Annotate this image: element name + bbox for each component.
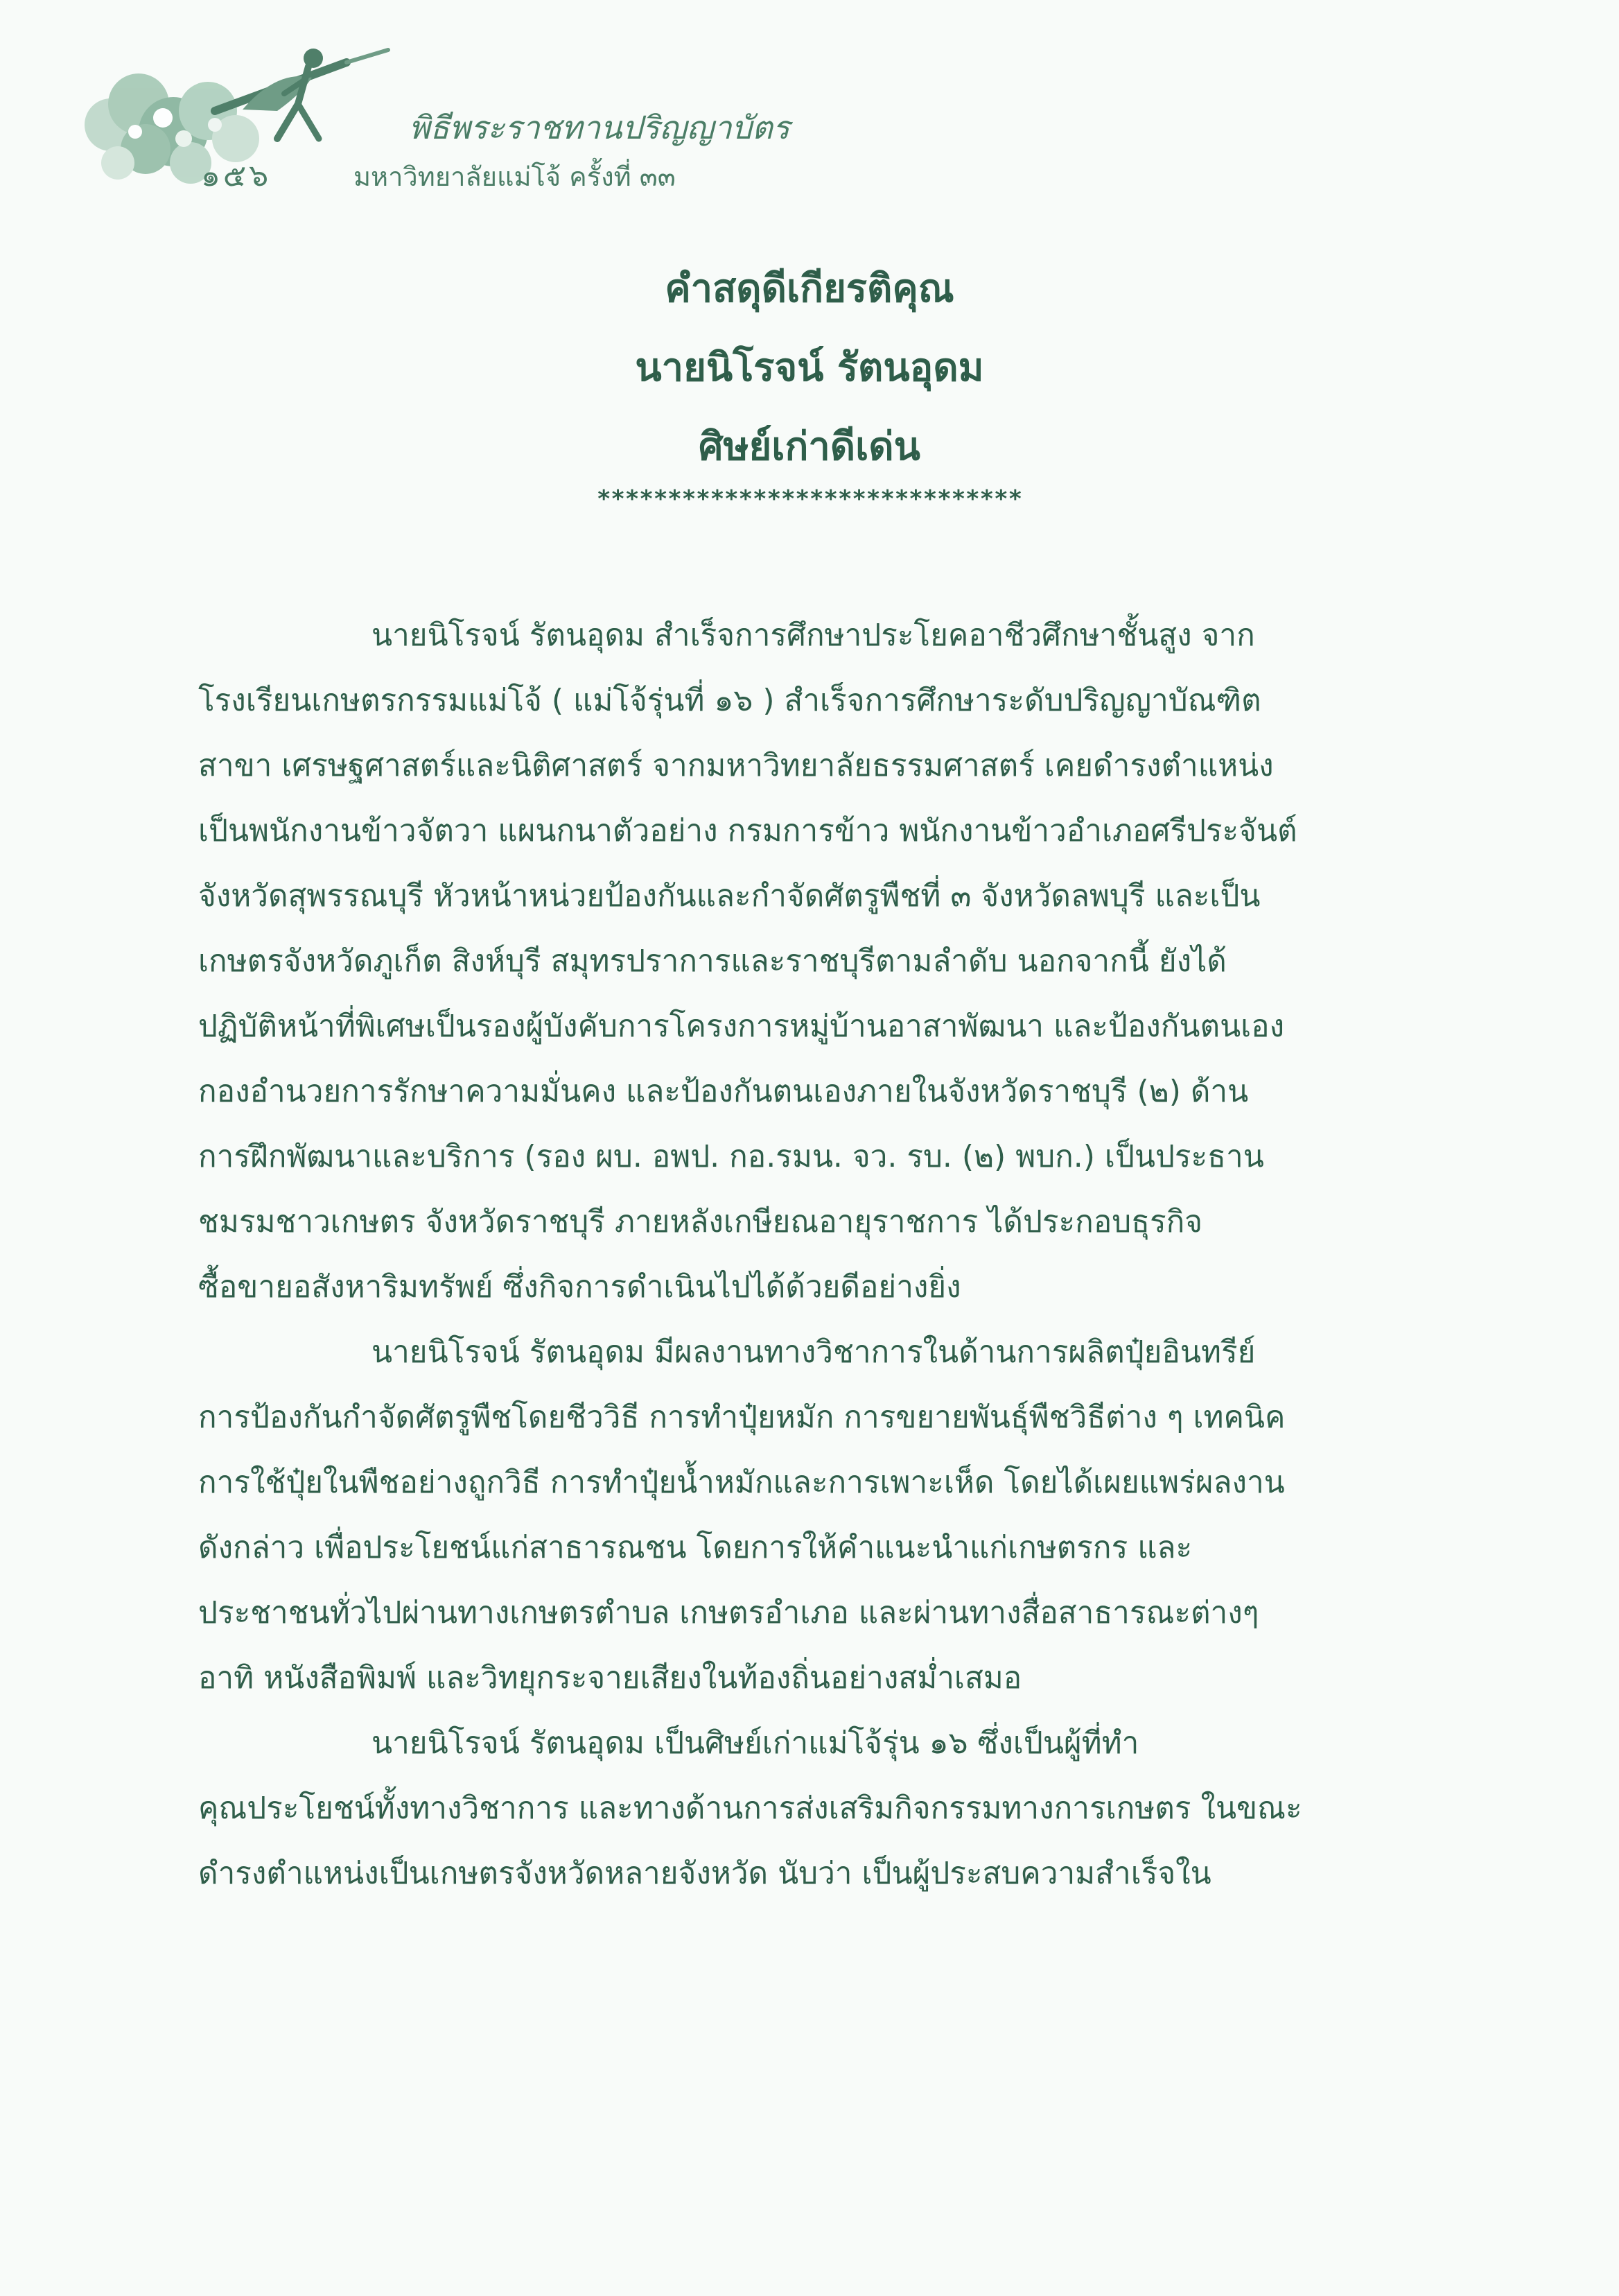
- paragraph-1-line: ปฏิบัติหน้าที่พิเศษเป็นรองผู้บังคับการโครงการหมู่บ้านอาสาพัฒนา และป้องกันตนเอง: [198, 1009, 1285, 1044]
- university-line: มหาวิทยาลัยแม่โจ้ ครั้งที่ ๓๓: [353, 162, 676, 192]
- paragraph-2-line: นายนิโรจน์ รัตนอุดม มีผลงานทางวิชาการในด้านการผลิตปุ๋ยอินทรีย์: [371, 1334, 1256, 1370]
- paragraph-1-line: จังหวัดสุพรรณบุรี หัวหน้าหน่วยป้องกันและกำจัดศัตรูพืชที่ ๓ จังหวัดลพบุรี และเป็น: [198, 878, 1261, 914]
- paragraph-1-line: นายนิโรจน์ รัตนอุดม สำเร็จการศึกษาประโยคอาชีวศึกษาชั้นสูง จาก: [371, 618, 1255, 653]
- page-number: ๑๕๖: [201, 158, 272, 193]
- document-title: [0, 250, 1619, 487]
- paragraph-1-line: ชมรมชาวเกษตร จังหวัดราชบุรี ภายหลังเกษียณอายุราชการ ได้ประกอบธุรกิจ: [198, 1204, 1203, 1240]
- paragraph-1-line: กองอำนวยการรักษาความมั่นคง และป้องกันตนเองภายในจังหวัดราชบุรี (๒) ด้าน: [198, 1074, 1249, 1109]
- paragraph-3-line: ดำรงตำแหน่งเป็นเกษตรจังหวัดหลายจังหวัด นับว่า เป็นผู้ประสบความสำเร็จใน: [198, 1856, 1211, 1891]
- ceremony-title: พิธีพระราชทานปริญญาบัตร: [409, 109, 790, 146]
- paragraph-2-line: อาทิ หนังสือพิมพ์ และวิทยุกระจายเสียงในท้องถิ่นอย่างสม่ำเสมอ: [198, 1660, 1022, 1696]
- paragraph-3-line: นายนิโรจน์ รัตนอุดม เป็นศิษย์เก่าแม่โจ้รุ่น ๑๖ ซึ่งเป็นผู้ที่ทำ: [371, 1725, 1139, 1761]
- citation-body: [198, 603, 1349, 1906]
- paragraph-2-line: ดังกล่าว เพื่อประโยชน์แก่สาธารณชน โดยการให้คำแนะนำแก่เกษตรกร และ: [198, 1530, 1193, 1565]
- page-header: [69, 28, 901, 208]
- paragraph-1-line: ซื้อขายอสังหาริมทรัพย์ ซึ่งกิจการดำเนินไปได้ด้วยดีอย่างยิ่ง: [198, 1269, 961, 1305]
- asterisk-divider: ******************************: [596, 485, 1023, 513]
- paragraph-2-line: ประชาชนทั่วไปผ่านทางเกษตรตำบล เกษตรอำเภอ และผ่านทางสื่อสาธารณะต่างๆ: [198, 1595, 1259, 1630]
- paragraph-2-line: การใช้ปุ๋ยในพืชอย่างถูกวิธี การทำปุ๋ยน้ำหมักและการเพาะเห็ด โดยได้เผยแพร่ผลงาน: [198, 1465, 1285, 1500]
- title-line-3: ศิษย์เก่าดีเด่น: [699, 424, 920, 469]
- paragraph-3-line: คุณประโยชน์ทั้งทางวิชาการ และทางด้านการส่งเสริมกิจกรรมทางการเกษตร ในขณะ: [198, 1791, 1302, 1826]
- title-line-2: นายนิโรจน์ รัตนอุดม: [635, 345, 984, 390]
- paragraph-1-line: โรงเรียนเกษตรกรรมแม่โจ้ ( แม่โจ้รุ่นที่ ๑๖ ) สำเร็จการศึกษาระดับปริญญาบัณฑิต: [198, 683, 1261, 718]
- paragraph-1-line: เป็นพนักงานข้าวจัตวา แผนกนาตัวอย่าง กรมการข้าว พนักงานข้าวอำเภอศรีประจันต์: [198, 813, 1297, 849]
- paragraph-1-line: สาขา เศรษฐศาสตร์และนิติศาสตร์ จากมหาวิทยาลัยธรรมศาสตร์ เคยดำรงตำแหน่ง: [198, 748, 1274, 783]
- paragraph-1-line: การฝึกพัฒนาและบริการ (รอง ผบ. อพป. กอ.รมน. จว. รบ. (๒) พบก.) เป็นประธาน: [198, 1139, 1264, 1174]
- paragraph-1-line: เกษตรจังหวัดภูเก็ต สิงห์บุรี สมุทรปราการและราชบุรีตามลำดับ นอกจากนี้ ยังได้: [198, 943, 1227, 979]
- paragraph-2-line: การป้องกันกำจัดศัตรูพืชโดยชีววิธี การทำปุ๋ยหมัก การขยายพันธุ์พืชวิธีต่าง ๆ เทคนิค: [198, 1400, 1286, 1435]
- title-line-1: คำสดุดีเกียรติคุณ: [665, 266, 954, 311]
